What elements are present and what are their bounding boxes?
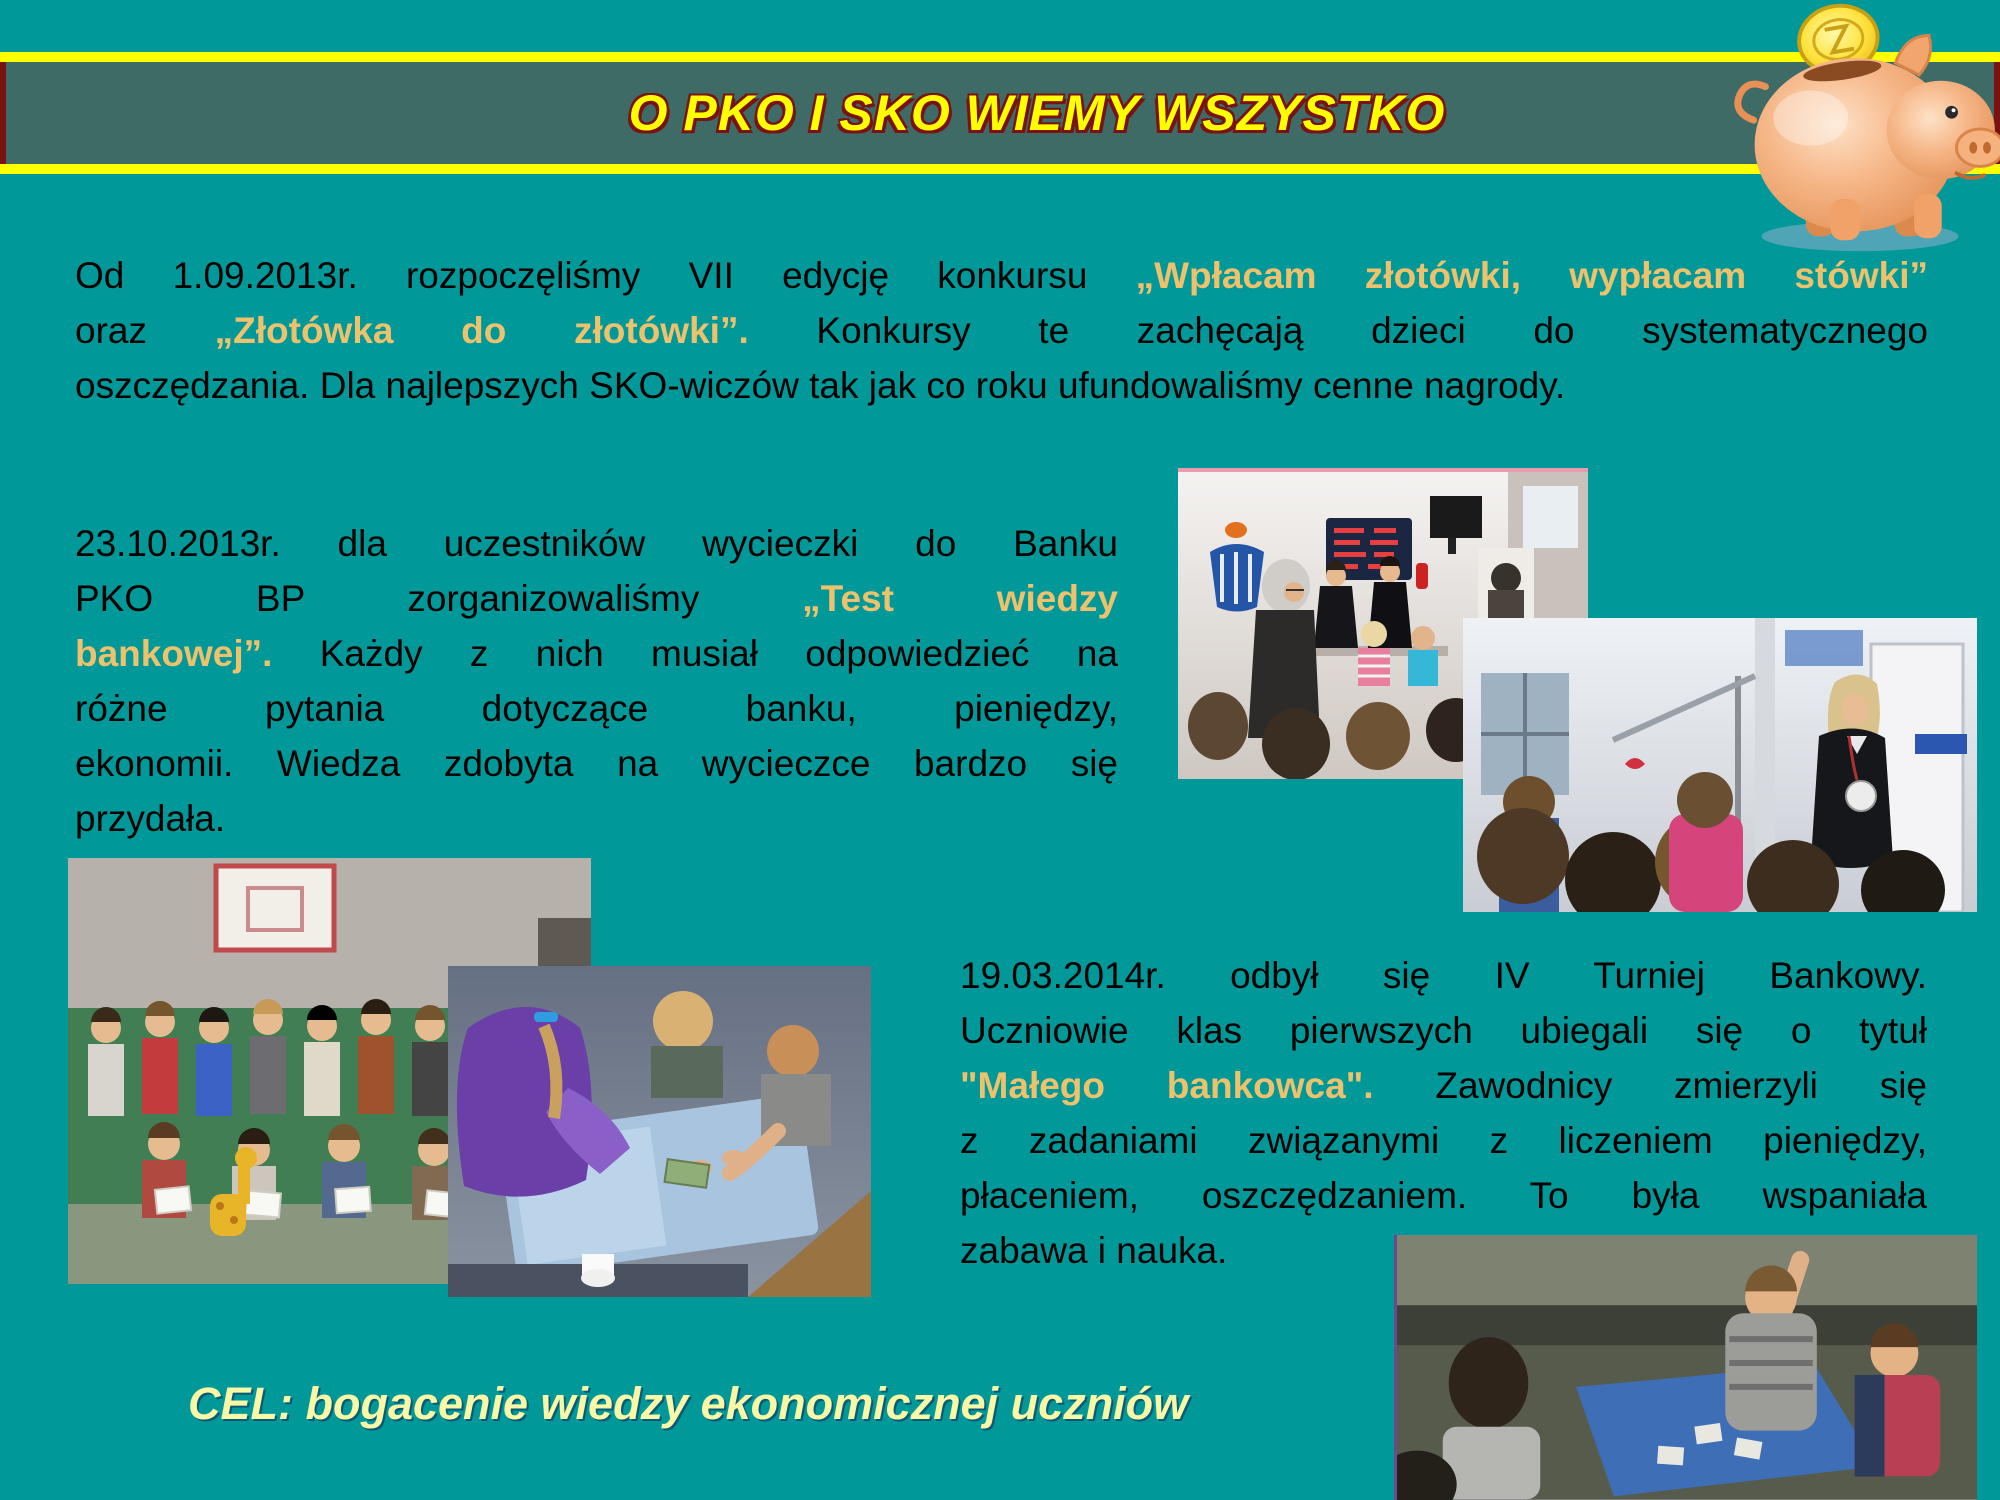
text-line: oszczędzania. Dla najlepszych SKO-wiczów tak jak co roku ufundowaliśmy cenne nagrody.: [75, 365, 1566, 406]
text-line: bankowej”. Każdy z nich musiał odpowiedzieć na: [75, 633, 1118, 674]
text-line: różne pytania dotyczące banku, pieniędzy,: [75, 688, 1118, 729]
paragraph-bank-tournament: [960, 948, 1927, 1278]
text-line: "Małego bankowca". Zawodnicy zmierzyli się: [960, 1065, 1927, 1106]
text-line: 23.10.2013r. dla uczestników wycieczki do Banku: [75, 523, 1118, 564]
piggy-bank-coin-icon: [1712, 2, 2000, 258]
text-line: oraz „Złotówka do złotówki”. Konkursy te zachęcają dzieci do systematycznego: [75, 310, 1928, 351]
goal-statement: CEL: bogacenie wiedzy ekonomicznej uczniów: [188, 1378, 1189, 1429]
photo-kids-mat-game: [448, 966, 871, 1297]
title-banner: [0, 52, 2000, 174]
photo-bank-employee-talk: [1463, 618, 1977, 912]
text-line: ekonomii. Wiedza zdobyta na wycieczce bardzo się: [75, 743, 1118, 784]
text-line: przydała.: [75, 798, 226, 839]
page-title: O PKO I SKO WIEMY WSZYSTKO: [628, 85, 1446, 141]
text-line: płaceniem, oszczędzaniem. To była wspaniała: [960, 1175, 1927, 1216]
text-line: Uczniowie klas pierwszych ubiegali się o tytuł: [960, 1010, 1927, 1051]
paragraph-bank-trip: [75, 516, 1118, 846]
text-line: zabawa i nauka.: [960, 1230, 1228, 1271]
text-line: PKO BP zorganizowaliśmy „Test wiedzy: [75, 578, 1118, 619]
paragraph-savings-contest: [75, 248, 1928, 413]
title-banner-inner: [0, 62, 2000, 164]
text-line: 19.03.2014r. odbył się IV Turniej Bankowy.: [960, 955, 1927, 996]
text-line: z zadaniami związanymi z liczeniem pieniędzy,: [960, 1120, 1927, 1161]
text-line: Od 1.09.2013r. rozpoczęliśmy VII edycję konkursu „Wpłacam złotówki, wypłacam stówki”: [75, 255, 1928, 296]
